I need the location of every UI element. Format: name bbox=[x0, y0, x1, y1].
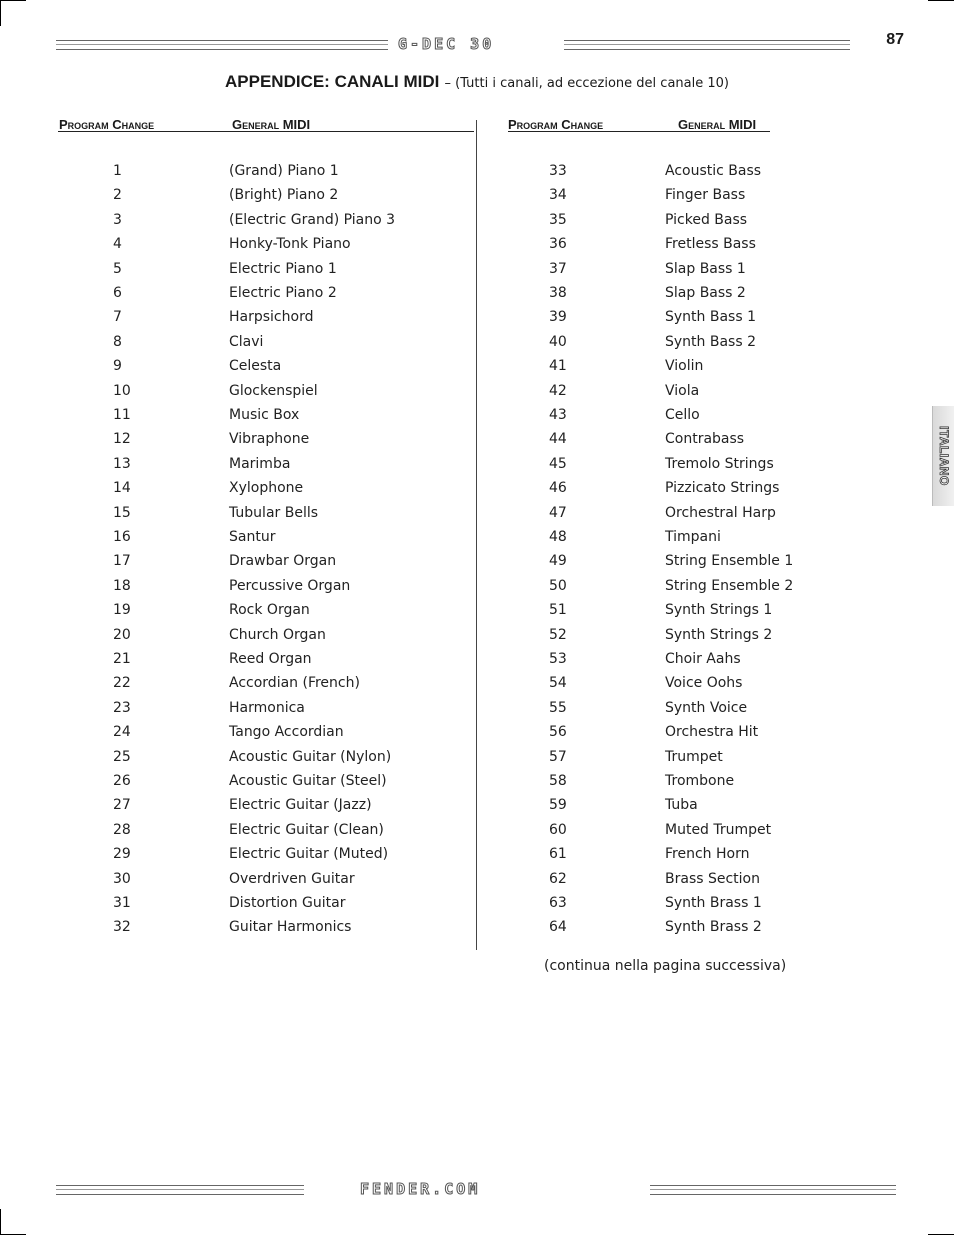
instrument-name: Trumpet bbox=[665, 748, 723, 765]
instrument-name: Fretless Bass bbox=[665, 236, 756, 253]
instrument-name: Acoustic Bass bbox=[665, 163, 762, 179]
instrument-name: Orchestral Harp bbox=[665, 504, 776, 521]
table-row bbox=[549, 334, 865, 356]
instrument-name: Acoustic Guitar (Steel) bbox=[229, 773, 387, 789]
header-rule-left bbox=[56, 40, 388, 50]
table-row bbox=[113, 212, 429, 234]
table-row bbox=[549, 285, 865, 307]
instrument-name: Timpani bbox=[665, 529, 721, 545]
table-row bbox=[113, 602, 429, 624]
program-number: 63 bbox=[549, 895, 567, 911]
table-row bbox=[113, 334, 429, 356]
program-number: 13 bbox=[113, 455, 131, 472]
program-number: 32 bbox=[113, 919, 131, 936]
instrument-name: String Ensemble 2 bbox=[665, 577, 794, 594]
program-number: 36 bbox=[549, 236, 567, 253]
table-row bbox=[113, 407, 429, 429]
instrument-name: French Horn bbox=[665, 846, 750, 863]
program-number: 55 bbox=[549, 699, 567, 716]
table-row bbox=[113, 651, 429, 673]
table-row bbox=[549, 822, 865, 844]
instrument-name: Electric Guitar (Jazz) bbox=[229, 797, 372, 814]
program-number: 14 bbox=[113, 480, 131, 497]
program-number: 61 bbox=[549, 846, 567, 863]
instrument-name: (Bright) Piano 2 bbox=[229, 187, 339, 204]
table-row bbox=[549, 407, 865, 429]
program-number: 16 bbox=[113, 529, 131, 545]
table-row bbox=[113, 700, 429, 722]
instrument-name: Orchestra Hit bbox=[665, 724, 759, 741]
instrument-name: Distortion Guitar bbox=[229, 895, 346, 911]
table-row bbox=[113, 846, 429, 868]
instrument-name: Marimba bbox=[229, 455, 291, 472]
table-row bbox=[113, 773, 429, 795]
crop-mark-top-right bbox=[928, 0, 954, 1]
program-number: 64 bbox=[549, 919, 567, 936]
program-number: 6 bbox=[113, 285, 122, 301]
instrument-name: Synth Voice bbox=[665, 699, 748, 716]
table-row bbox=[549, 212, 865, 234]
table-row bbox=[549, 431, 865, 453]
table-row bbox=[113, 529, 429, 551]
program-number: 46 bbox=[549, 480, 567, 497]
table-row bbox=[113, 163, 429, 185]
right-col-header-program-change: Program Change bbox=[508, 117, 604, 132]
program-number: 21 bbox=[113, 651, 131, 667]
left-col-header-general-midi: General MIDI bbox=[232, 117, 311, 132]
side-tab-label: ITALIANO bbox=[937, 426, 951, 486]
program-number: 41 bbox=[549, 358, 567, 375]
instrument-name: Tango Accordian bbox=[229, 724, 344, 741]
table-row bbox=[549, 871, 865, 893]
program-number: 53 bbox=[549, 651, 567, 667]
program-number: 19 bbox=[113, 602, 131, 619]
left-col-header-program-change: Program Change bbox=[59, 117, 155, 132]
program-number: 31 bbox=[113, 895, 131, 911]
instrument-name: Synth Strings 2 bbox=[665, 626, 773, 643]
table-row bbox=[113, 480, 429, 502]
program-number: 58 bbox=[549, 773, 567, 789]
instrument-name: Slap Bass 2 bbox=[665, 285, 746, 301]
program-number: 38 bbox=[549, 285, 567, 301]
instrument-name: Trombone bbox=[665, 773, 735, 789]
right-col-header-general-midi: General MIDI bbox=[678, 117, 757, 132]
header-logo: G-DEC 30 bbox=[398, 35, 495, 53]
footer-rule-right bbox=[650, 1185, 896, 1195]
table-row bbox=[113, 383, 429, 405]
program-number: 2 bbox=[113, 187, 122, 204]
table-row bbox=[549, 187, 865, 209]
table-row bbox=[549, 456, 865, 478]
table-row bbox=[549, 309, 865, 331]
program-number: 60 bbox=[549, 821, 567, 838]
instrument-name: Overdriven Guitar bbox=[229, 870, 355, 887]
table-row bbox=[113, 358, 429, 380]
instrument-name: Electric Piano 2 bbox=[229, 285, 337, 301]
program-number: 8 bbox=[113, 333, 122, 350]
program-number: 49 bbox=[549, 553, 567, 570]
table-row bbox=[549, 773, 865, 795]
program-number: 20 bbox=[113, 626, 131, 643]
table-row bbox=[113, 797, 429, 819]
table-row bbox=[549, 383, 865, 405]
instrument-name: Electric Piano 1 bbox=[229, 260, 337, 277]
instrument-name: Vibraphone bbox=[229, 431, 310, 448]
program-number: 11 bbox=[113, 407, 131, 423]
table-row bbox=[113, 627, 429, 649]
program-number: 7 bbox=[113, 309, 122, 326]
program-number: 42 bbox=[549, 382, 567, 399]
table-row bbox=[113, 309, 429, 331]
table-row bbox=[549, 480, 865, 502]
instrument-name: Tuba bbox=[665, 797, 698, 814]
instrument-name: Harmonica bbox=[229, 699, 305, 716]
language-side-tab bbox=[932, 406, 954, 506]
program-number: 30 bbox=[113, 870, 131, 887]
instrument-name: Voice Oohs bbox=[665, 675, 743, 692]
instrument-name: Contrabass bbox=[665, 431, 745, 448]
program-number: 29 bbox=[113, 846, 131, 863]
table-row bbox=[113, 578, 429, 600]
page-title bbox=[0, 72, 954, 92]
instrument-name: Synth Bass 2 bbox=[665, 333, 756, 350]
program-number: 50 bbox=[549, 577, 567, 594]
instrument-name: Muted Trumpet bbox=[665, 821, 772, 838]
table-row bbox=[113, 236, 429, 258]
instrument-name: Church Organ bbox=[229, 626, 326, 643]
page-number: 87 bbox=[886, 31, 904, 48]
table-row bbox=[113, 724, 429, 746]
table-row bbox=[113, 871, 429, 893]
instrument-name: Music Box bbox=[229, 407, 300, 423]
table-row bbox=[113, 553, 429, 575]
table-row bbox=[113, 749, 429, 771]
program-number: 10 bbox=[113, 382, 131, 399]
program-number: 56 bbox=[549, 724, 567, 741]
table-row bbox=[113, 895, 429, 917]
table-row bbox=[549, 724, 865, 746]
instrument-name: Santur bbox=[229, 529, 276, 545]
program-number: 4 bbox=[113, 236, 122, 253]
program-number: 59 bbox=[549, 797, 567, 814]
instrument-name: Electric Guitar (Muted) bbox=[229, 846, 389, 863]
instrument-name: Guitar Harmonics bbox=[229, 919, 352, 936]
program-number: 33 bbox=[549, 163, 567, 179]
program-number: 17 bbox=[113, 553, 131, 570]
program-number: 3 bbox=[113, 211, 122, 228]
program-number: 45 bbox=[549, 455, 567, 472]
instrument-name: Percussive Organ bbox=[229, 577, 351, 594]
program-number: 23 bbox=[113, 699, 131, 716]
continuation-note: (continua nella pagina successiva) bbox=[544, 958, 787, 974]
table-row bbox=[549, 700, 865, 722]
table-row bbox=[549, 578, 865, 600]
program-number: 28 bbox=[113, 821, 131, 838]
program-number: 52 bbox=[549, 626, 567, 643]
instrument-name: (Grand) Piano 1 bbox=[229, 163, 339, 179]
instrument-name: Viola bbox=[665, 382, 700, 399]
program-number: 57 bbox=[549, 748, 567, 765]
instrument-name: Rock Organ bbox=[229, 602, 310, 619]
program-number: 48 bbox=[549, 529, 567, 545]
table-row bbox=[549, 846, 865, 868]
program-number: 12 bbox=[113, 431, 131, 448]
instrument-name: Tremolo Strings bbox=[665, 455, 774, 472]
table-row bbox=[549, 358, 865, 380]
table-row bbox=[549, 261, 865, 283]
header-rule-right bbox=[564, 40, 850, 50]
program-number: 34 bbox=[549, 187, 567, 204]
instrument-name: Drawbar Organ bbox=[229, 553, 337, 570]
instrument-name: Violin bbox=[665, 358, 704, 375]
table-row bbox=[549, 529, 865, 551]
instrument-name: Brass Section bbox=[665, 870, 760, 887]
title-main: APPENDICE: CANALI MIDI bbox=[225, 72, 440, 91]
instrument-name: Tubular Bells bbox=[229, 504, 319, 521]
footer-rule-left bbox=[56, 1185, 304, 1195]
instrument-name: Synth Brass 2 bbox=[665, 919, 762, 936]
table-row bbox=[549, 797, 865, 819]
table-row bbox=[549, 651, 865, 673]
program-number: 1 bbox=[113, 163, 122, 179]
instrument-name: Cello bbox=[665, 407, 700, 423]
table-row bbox=[549, 919, 865, 941]
program-number: 15 bbox=[113, 504, 131, 521]
program-number: 25 bbox=[113, 748, 131, 765]
program-number: 54 bbox=[549, 675, 567, 692]
crop-mark-bottom-left-v bbox=[0, 1209, 1, 1235]
table-row bbox=[113, 187, 429, 209]
column-divider bbox=[476, 120, 477, 950]
table-row bbox=[549, 602, 865, 624]
program-number: 35 bbox=[549, 211, 567, 228]
instrument-name: Synth Strings 1 bbox=[665, 602, 773, 619]
instrument-name: Electric Guitar (Clean) bbox=[229, 821, 384, 838]
instrument-name: Celesta bbox=[229, 358, 282, 375]
program-number: 47 bbox=[549, 504, 567, 521]
instrument-name: Choir Aahs bbox=[665, 651, 741, 667]
instrument-name: Picked Bass bbox=[665, 211, 748, 228]
table-row bbox=[113, 261, 429, 283]
table-row bbox=[549, 553, 865, 575]
crop-mark-top-left-v bbox=[0, 0, 1, 26]
program-number: 27 bbox=[113, 797, 131, 814]
footer-logo: FENDER.COM bbox=[360, 1180, 481, 1198]
instrument-name: Accordian (French) bbox=[229, 675, 360, 692]
program-number: 44 bbox=[549, 431, 567, 448]
instrument-name: Acoustic Guitar (Nylon) bbox=[229, 748, 392, 765]
instrument-name: Clavi bbox=[229, 333, 264, 350]
instrument-name: Honky-Tonk Piano bbox=[229, 236, 351, 253]
table-row bbox=[549, 749, 865, 771]
instrument-name: Synth Brass 1 bbox=[665, 895, 762, 911]
program-number: 24 bbox=[113, 724, 131, 741]
program-number: 39 bbox=[549, 309, 567, 326]
table-row bbox=[113, 285, 429, 307]
instrument-name: Xylophone bbox=[229, 480, 304, 497]
program-number: 9 bbox=[113, 358, 122, 375]
table-row bbox=[113, 822, 429, 844]
program-number: 40 bbox=[549, 333, 567, 350]
instrument-name: Pizzicato Strings bbox=[665, 480, 780, 497]
table-row bbox=[549, 505, 865, 527]
table-row bbox=[113, 505, 429, 527]
table-row bbox=[549, 236, 865, 258]
table-row bbox=[113, 919, 429, 941]
header-underline-left bbox=[58, 131, 474, 132]
program-number: 22 bbox=[113, 675, 131, 692]
crop-mark-top-left-h bbox=[0, 0, 26, 1]
table-row bbox=[549, 627, 865, 649]
instrument-name: Finger Bass bbox=[665, 187, 746, 204]
program-number: 43 bbox=[549, 407, 567, 423]
program-number: 51 bbox=[549, 602, 567, 619]
instrument-name: String Ensemble 1 bbox=[665, 553, 794, 570]
program-number: 5 bbox=[113, 260, 122, 277]
table-row bbox=[113, 431, 429, 453]
instrument-name: Slap Bass 1 bbox=[665, 260, 746, 277]
table-row bbox=[113, 675, 429, 697]
table-row bbox=[113, 456, 429, 478]
instrument-name: (Electric Grand) Piano 3 bbox=[229, 211, 396, 228]
instrument-name: Reed Organ bbox=[229, 651, 312, 667]
header-underline-right bbox=[508, 131, 770, 132]
instrument-name: Harpsichord bbox=[229, 309, 314, 326]
program-number: 26 bbox=[113, 773, 131, 789]
program-number: 37 bbox=[549, 260, 567, 277]
table-row bbox=[549, 163, 865, 185]
instrument-name: Glockenspiel bbox=[229, 382, 318, 399]
title-subtitle: – (Tutti i canali, ad eccezione del canale 10) bbox=[444, 76, 729, 91]
program-number: 18 bbox=[113, 577, 131, 594]
instrument-name: Synth Bass 1 bbox=[665, 309, 756, 326]
program-number: 62 bbox=[549, 870, 567, 887]
table-row bbox=[549, 675, 865, 697]
table-row bbox=[549, 895, 865, 917]
